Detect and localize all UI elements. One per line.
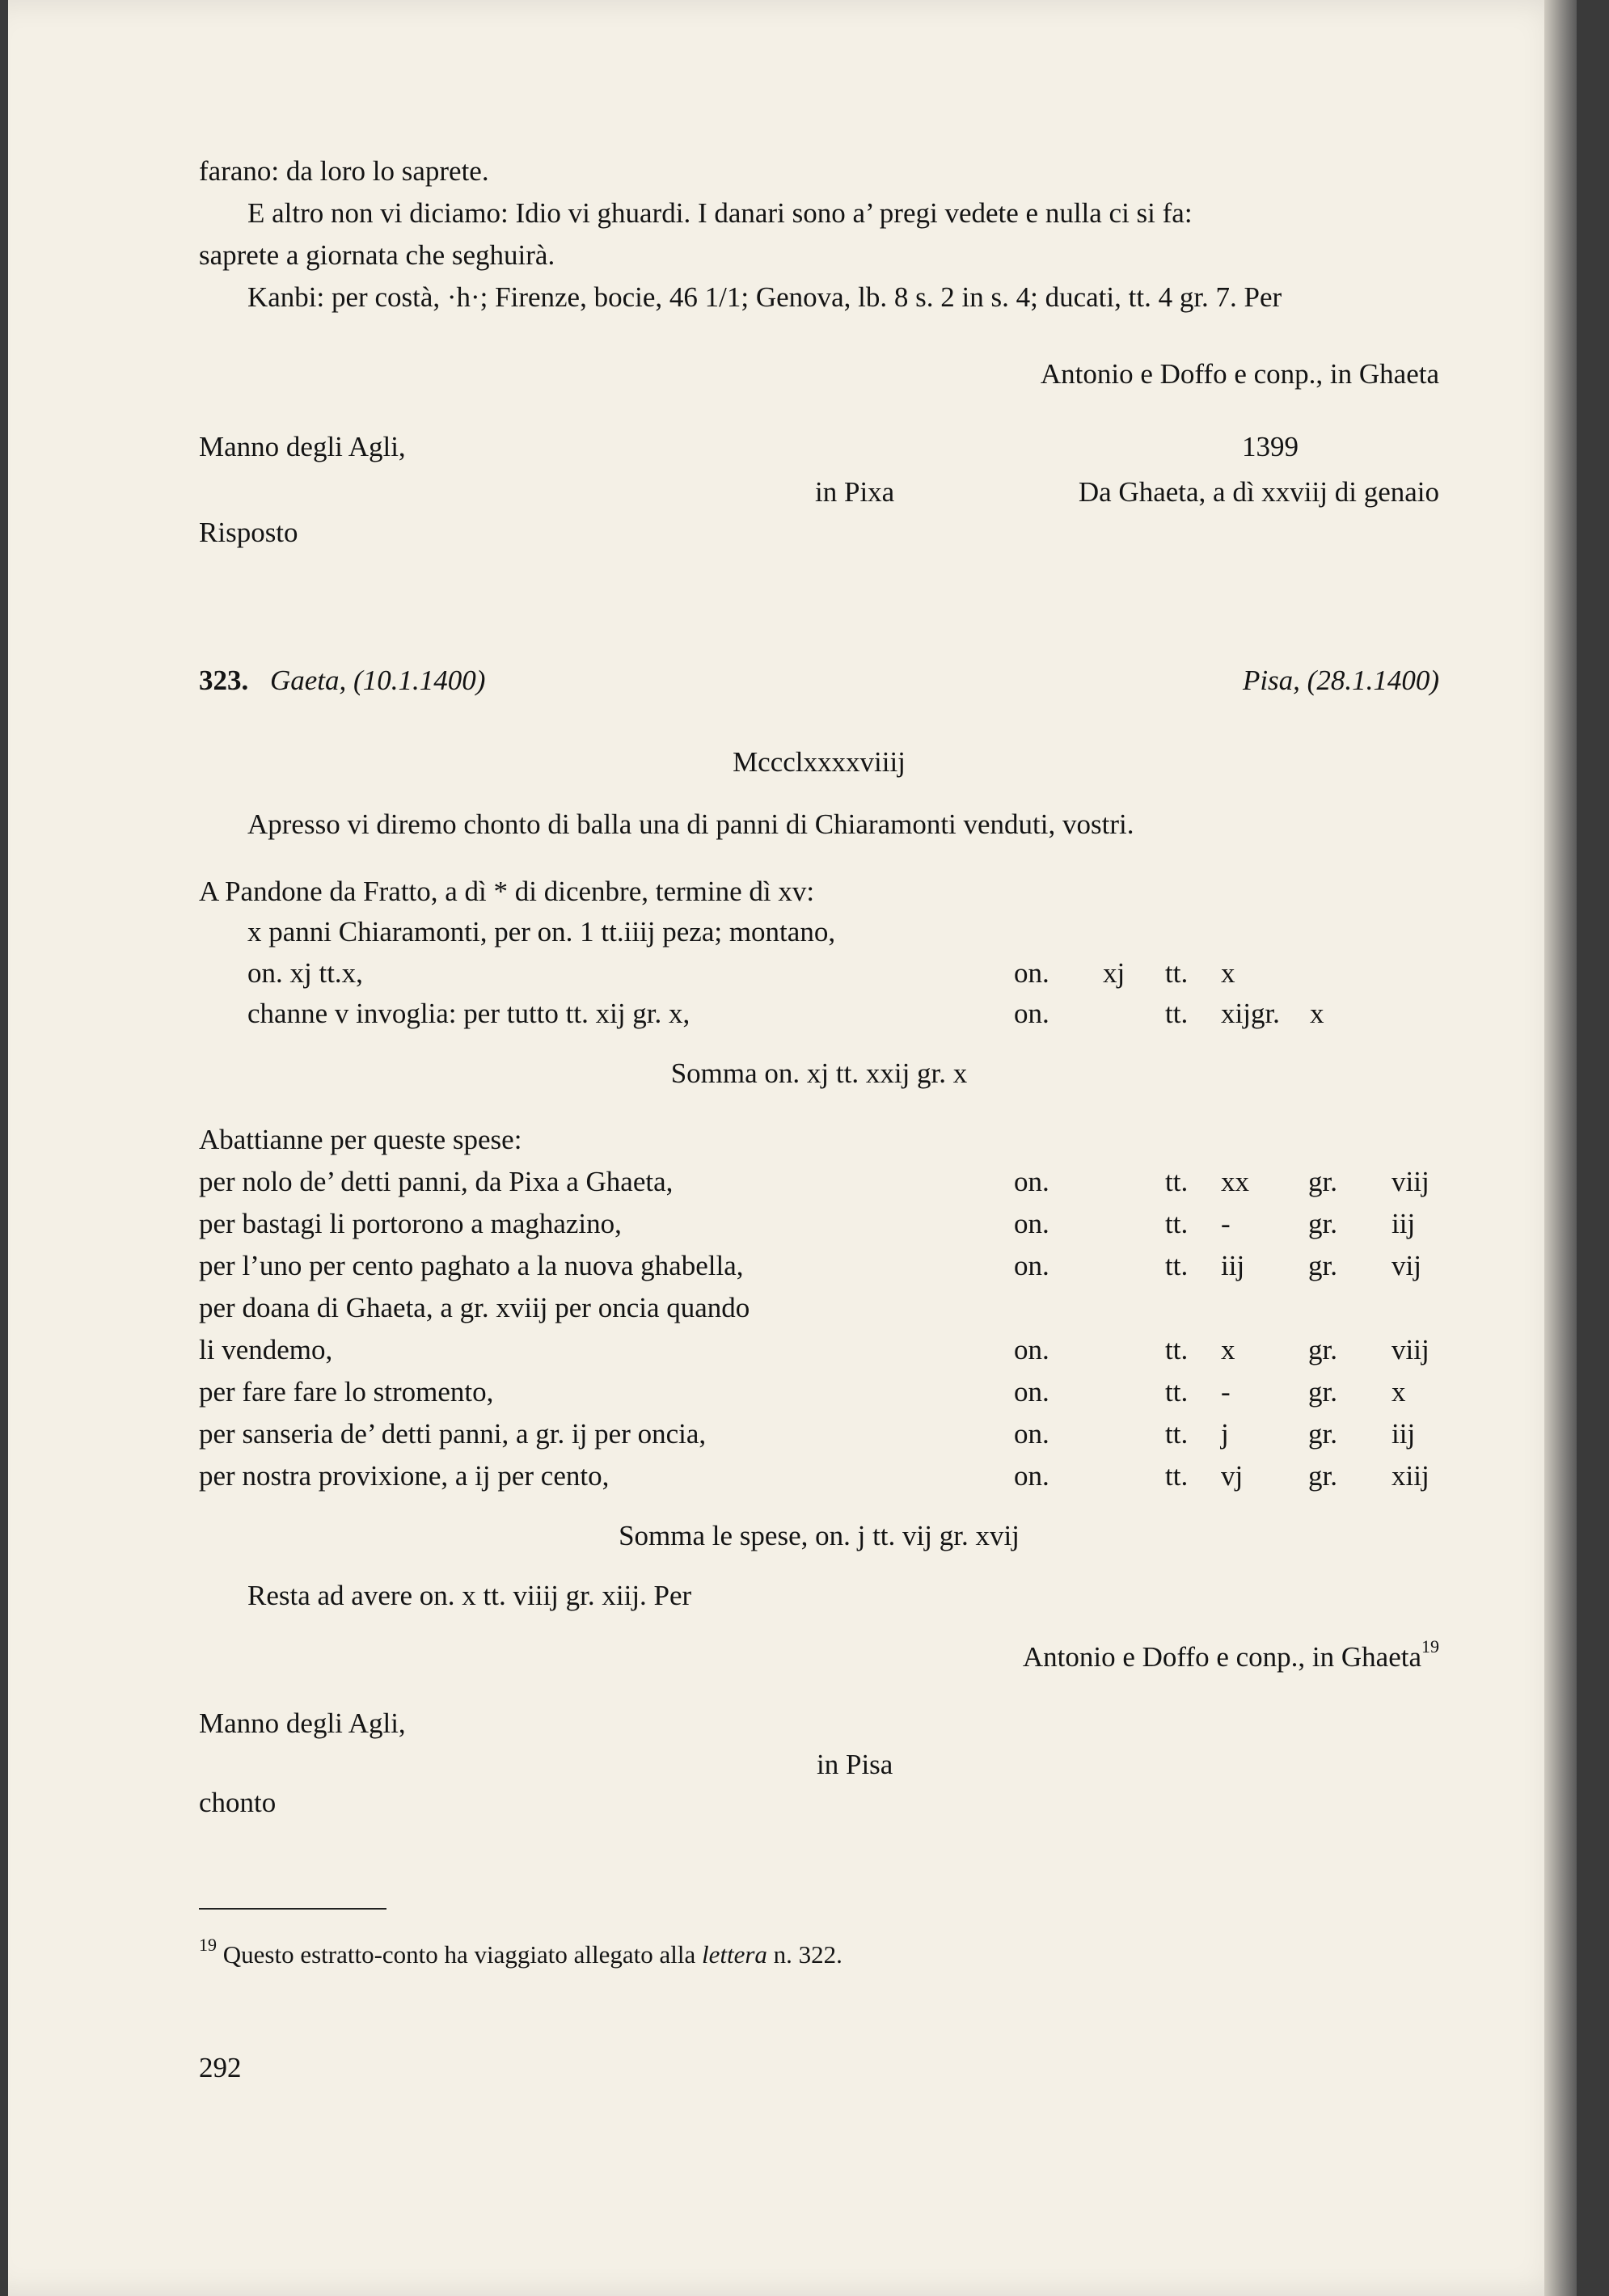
expense-grani: xiij (1392, 1460, 1430, 1492)
amount-oncie: xj (1103, 957, 1125, 989)
expense-tari: - (1221, 1376, 1231, 1408)
letter-sender (199, 1636, 1439, 1678)
footnote (199, 1934, 1439, 1976)
opening-date-place: Da Ghaeta, a dì xxviij di genaio (1078, 476, 1439, 508)
letter-destination: Pisa, (28.1.1400) (1242, 665, 1439, 696)
amount-tt: tt. (1165, 998, 1189, 1029)
expense-gr: gr. (1308, 1250, 1337, 1281)
amount-tari-grani: xijgr. (1221, 998, 1280, 1029)
sale-item-1: x panni Chiaramonti, per on. 1 tt.iiij peza; montano, (247, 916, 836, 948)
page-number: 292 (199, 2052, 242, 2083)
opening-line-1: farano: da loro lo saprete. (199, 155, 489, 187)
letter-origin: Gaeta, (10.1.1400) (270, 665, 486, 696)
expense-on: on. (1014, 1166, 1049, 1197)
sale-sum: Somma on. xj tt. xxij gr. x (670, 1057, 968, 1089)
expense-grani: viij (1392, 1334, 1430, 1365)
footnote-rule (199, 1908, 386, 1910)
expense-gr: gr. (1308, 1166, 1337, 1197)
expense-grani: x (1392, 1376, 1406, 1408)
letter-number: 323. (199, 665, 249, 696)
expense-row: per nolo de’ detti panni, da Pixa a Ghaeta, (199, 1166, 674, 1197)
sale-item-1-total: on. xj tt.x, (247, 957, 363, 989)
expense-tt: tt. (1165, 1250, 1189, 1281)
amount-on: on. (1014, 957, 1049, 989)
expense-row: per bastagi li portorono a maghazino, (199, 1208, 622, 1239)
amount-tari: x (1221, 957, 1235, 989)
expense-on: on. (1014, 1460, 1049, 1492)
expense-tt: tt. (1165, 1460, 1189, 1492)
amount-grani: x (1310, 998, 1324, 1029)
expense-gr: gr. (1308, 1334, 1337, 1365)
footnote-text-italic: lettera (702, 1940, 767, 1969)
expense-gr: gr. (1308, 1376, 1337, 1408)
expense-tari: xx (1221, 1166, 1249, 1197)
opening-recipient-place: in Pixa (815, 476, 895, 508)
expense-grani: iij (1392, 1208, 1416, 1239)
amount-on: on. (1014, 998, 1049, 1029)
expense-gr: gr. (1308, 1208, 1337, 1239)
expense-tari: iij (1221, 1250, 1245, 1281)
expense-row: per l’uno per cento paghato a la nuova ghabella, (199, 1250, 744, 1281)
exchange-rates-line: Kanbi: per costà, ·h·; Firenze, bocie, 46 1/1; Genova, lb. 8 s. 2 in s. 4; ducati, tt. 4 gr. 7. Per (247, 281, 1282, 313)
footnote-number: 19 (199, 1934, 217, 1955)
expense-on: on. (1014, 1208, 1049, 1239)
expense-tari: j (1221, 1418, 1229, 1450)
book-gutter (1544, 0, 1577, 2296)
expense-doana-line: per doana di Ghaeta, a gr. xviij per oncia quando (199, 1292, 750, 1323)
expense-tt: tt. (1165, 1208, 1189, 1239)
letter-closing: chonto (199, 1787, 277, 1818)
expense-grani: viij (1392, 1166, 1430, 1197)
expense-gr: gr. (1308, 1460, 1337, 1492)
expense-row: per nostra provixione, a ij per cento, (199, 1460, 610, 1492)
expense-row: li vendemo, (199, 1334, 333, 1365)
year-heading: Mccclxxxxviiij (733, 746, 906, 778)
letter-recipient-place: in Pisa (817, 1749, 893, 1780)
amount-tt: tt. (1165, 957, 1189, 989)
letter-intro: Apresso vi diremo chonto di balla una di panni di Chiaramonti venduti, vostri. (247, 808, 1134, 840)
expense-on: on. (1014, 1376, 1049, 1408)
letter-recipient: Manno degli Agli, (199, 1707, 406, 1739)
expense-tt: tt. (1165, 1376, 1189, 1408)
footnote-ref: 19 (1421, 1636, 1439, 1657)
expenses-heading: Abattianne per queste spese: (199, 1124, 522, 1155)
expense-on: on. (1014, 1418, 1049, 1450)
balance-line: Resta ad avere on. x tt. viiij gr. xiij. Per (247, 1580, 692, 1611)
expense-gr: gr. (1308, 1418, 1337, 1450)
sale-line: A Pandone da Fratto, a dì * di dicenbre, termine dì xv: (199, 876, 815, 907)
expense-tari: x (1221, 1334, 1235, 1365)
expenses-sum: Somma le spese, on. j tt. vij gr. xvij (619, 1520, 1020, 1551)
footnote-text-after: n. 322. (773, 1940, 843, 1969)
expense-on: on. (1014, 1250, 1049, 1281)
opening-reply-note: Risposto (199, 517, 298, 548)
expense-tari: vj (1221, 1460, 1244, 1492)
opening-recipient: Manno degli Agli, (199, 431, 406, 462)
opening-line-3: saprete a giornata che seghuirà. (199, 239, 555, 271)
sale-item-2: channe v invoglia: per tutto tt. xij gr. x, (247, 998, 690, 1029)
expense-grani: vij (1392, 1250, 1421, 1281)
book-page (8, 0, 1577, 2296)
expense-row: per sanseria de’ detti panni, a gr. ij per oncia, (199, 1418, 707, 1450)
expense-grani: iij (1392, 1418, 1416, 1450)
opening-line-2: E altro non vi diciamo: Idio vi ghuardi. I danari sono a’ pregi vedete e nulla ci si fa: (247, 197, 1193, 229)
expense-tt: tt. (1165, 1166, 1189, 1197)
opening-year: 1399 (1242, 431, 1299, 462)
footnote-text-before: Questo estratto-conto ha viaggiato allegato alla (222, 1940, 696, 1969)
expense-row: per fare fare lo stromento, (199, 1376, 494, 1408)
letter-sender-text: Antonio e Doffo e conp., in Ghaeta (1022, 1641, 1421, 1673)
expense-on: on. (1014, 1334, 1049, 1365)
expense-tari: - (1221, 1208, 1231, 1239)
expense-tt: tt. (1165, 1418, 1189, 1450)
expense-tt: tt. (1165, 1334, 1189, 1365)
opening-sender: Antonio e Doffo e conp., in Ghaeta (1040, 358, 1439, 390)
